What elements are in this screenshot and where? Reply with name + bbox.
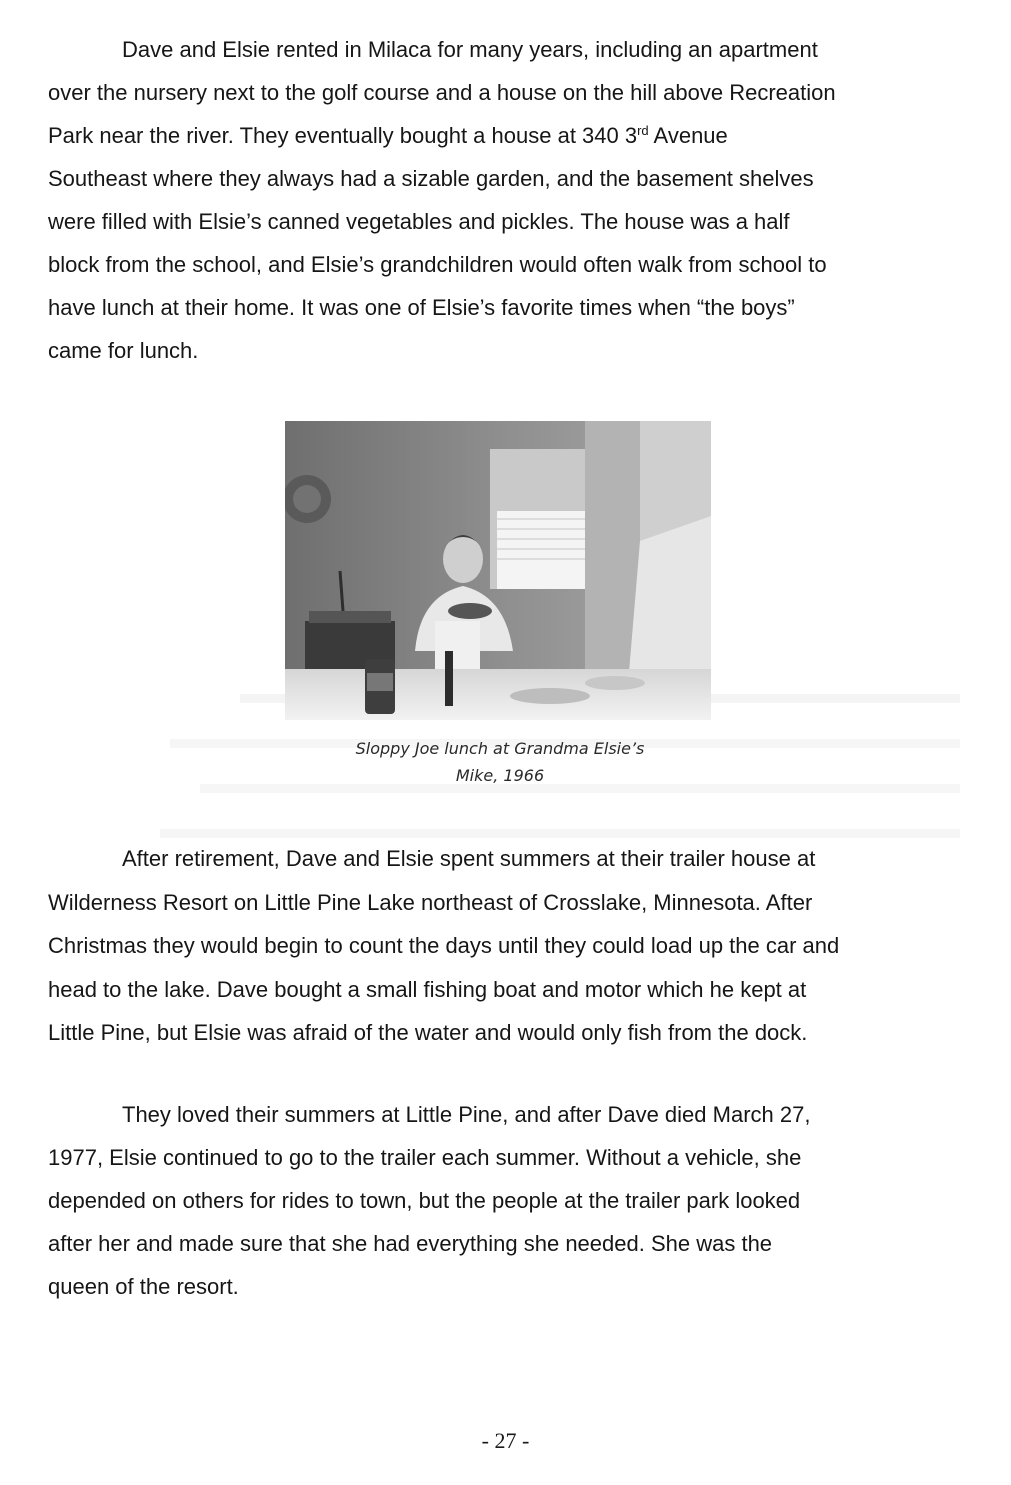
paragraph-line-text: Park near the river. They eventually bought a house at 340 3 bbox=[48, 123, 638, 148]
paragraph-line: came for lunch. bbox=[48, 338, 199, 363]
paragraph-line bbox=[48, 114, 953, 157]
paragraph-line: Little Pine, but Elsie was afraid of the water and would only fish from the dock. bbox=[48, 1020, 808, 1045]
paragraph-line: Wilderness Resort on Little Pine Lake northeast of Crosslake, Minnesota. After bbox=[48, 889, 813, 915]
paragraph-line: after her and made sure that she had everything she needed. She was the bbox=[48, 1231, 773, 1256]
paragraph-line: have lunch at their home. It was one of Elsie’s favorite times when “the boys” bbox=[48, 295, 795, 320]
paragraph-line: over the nursery next to the golf course and a house on the hill above Recreation bbox=[48, 80, 836, 105]
paragraph-1 bbox=[48, 28, 953, 372]
paragraph-line: Southeast where they always had a sizable garden, and the basement shelves bbox=[48, 166, 814, 191]
paragraph-line: Christmas they would begin to count the days until they could load up the car and bbox=[48, 933, 840, 958]
paragraph-line: They loved their summers at Little Pine, and after Dave died March 27, bbox=[122, 1102, 811, 1127]
ordinal-superscript: rd bbox=[637, 123, 649, 138]
family-photo bbox=[285, 421, 711, 720]
page-number: - 27 - bbox=[481, 1428, 530, 1453]
photo-caption-subject: Mike, 1966 bbox=[455, 766, 545, 785]
paragraph-line-text: Avenue bbox=[648, 123, 728, 148]
paragraph-line: queen of the resort. bbox=[48, 1274, 239, 1299]
paragraph-line: head to the lake. Dave bought a small fishing boat and motor which he kept at bbox=[48, 976, 807, 1002]
paragraph-line: were filled with Elsie’s canned vegetables and pickles. The house was a half bbox=[48, 209, 790, 234]
paragraph-line: After retirement, Dave and Elsie spent summers at their trailer house at bbox=[122, 846, 816, 871]
photo-caption: Sloppy Joe lunch at Grandma Elsie’s bbox=[355, 739, 645, 758]
paragraph-3 bbox=[48, 1093, 953, 1308]
photo-illustration bbox=[285, 421, 711, 720]
paragraph-2 bbox=[48, 837, 953, 1055]
paragraph-line: 1977, Elsie continued to go to the trailer each summer. Without a vehicle, she bbox=[48, 1145, 802, 1170]
paragraph-line: depended on others for rides to town, but the people at the trailer park looked bbox=[48, 1188, 801, 1213]
paragraph-line: Dave and Elsie rented in Milaca for many years, including an apartment bbox=[122, 37, 818, 62]
paragraph-line: block from the school, and Elsie’s grandchildren would often walk from school to bbox=[48, 252, 827, 277]
